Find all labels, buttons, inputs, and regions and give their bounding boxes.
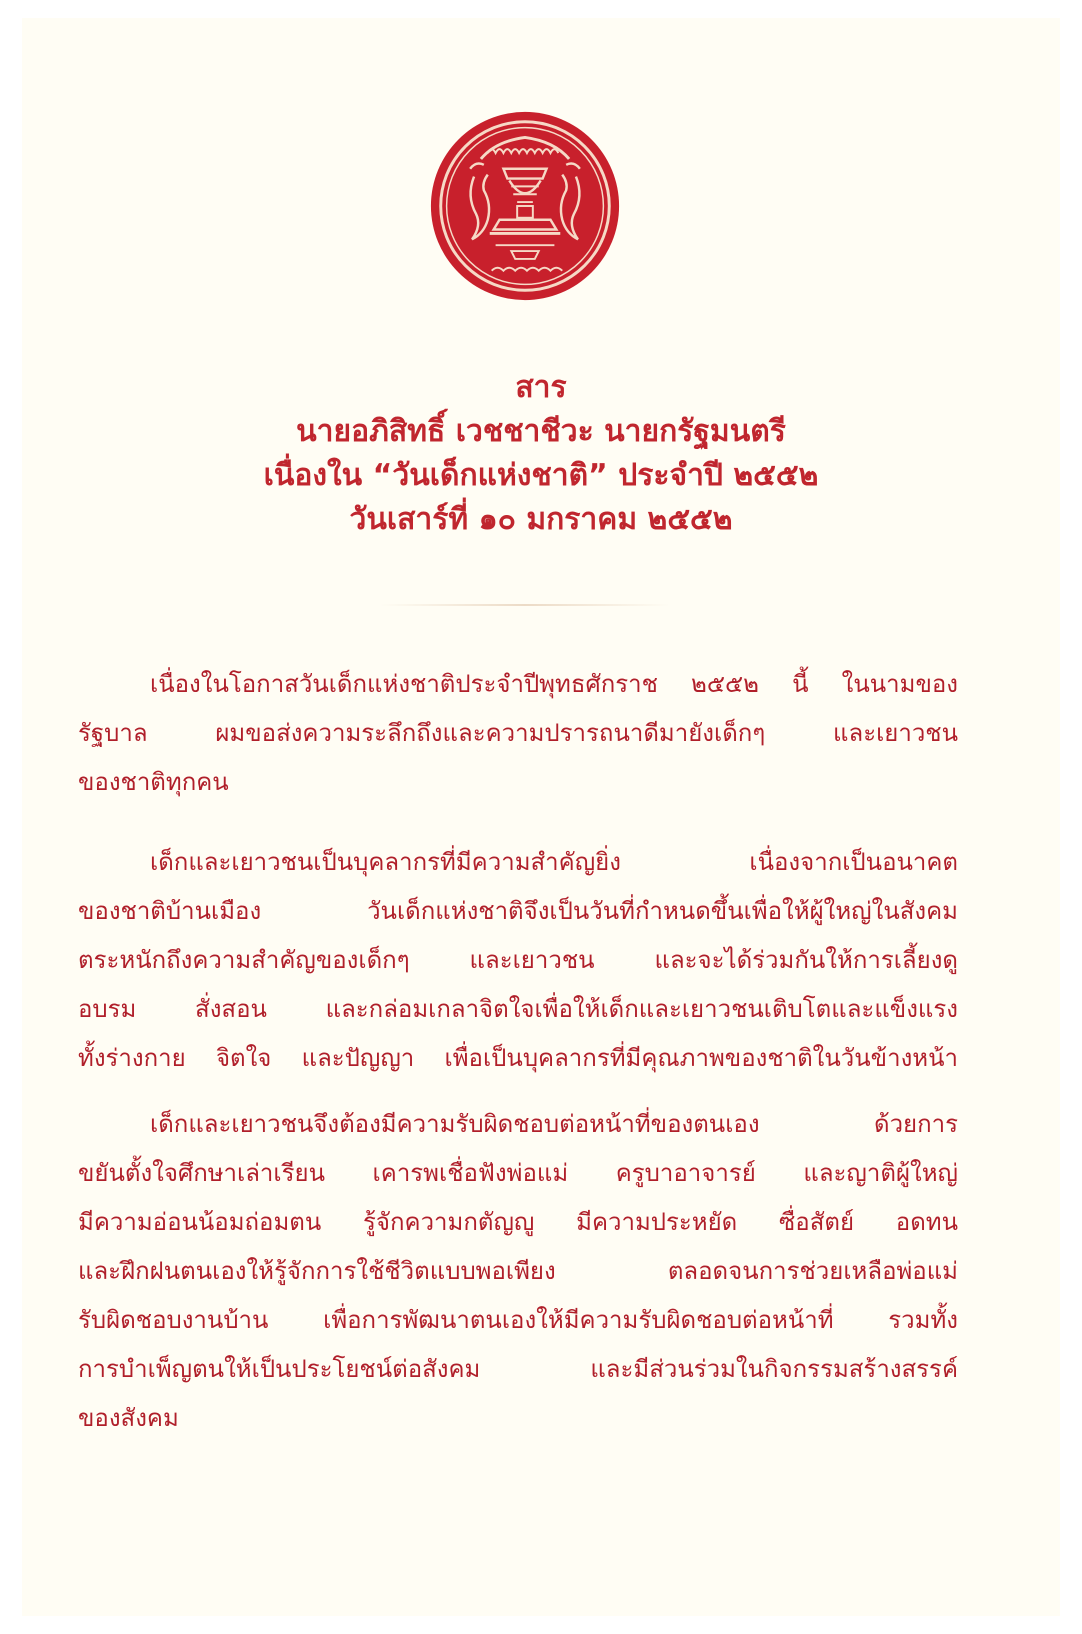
- paragraph-line: ตระหนักถึงความสำคัญของเด็กๆ และเยาวชน และจะได้ร่วมกันให้การเลี้ยงดู: [78, 946, 958, 974]
- paragraph-1: [78, 660, 958, 807]
- divider: [380, 604, 670, 606]
- paragraph-line: เด็กและเยาวชนจึงต้องมีความรับผิดชอบต่อหน้าที่ของตนเอง ด้วยการ: [150, 1110, 958, 1138]
- heading-occasion: เนื่องใน “วันเด็กแห่งชาติ” ประจำปี ๒๕๕๒: [263, 458, 819, 493]
- heading-date: วันเสาร์ที่ ๑๐ มกราคม ๒๕๕๒: [349, 502, 733, 537]
- government-seal-icon: [427, 108, 623, 304]
- paragraph-line: ทั้งร่างกาย จิตใจ และปัญญา เพื่อเป็นบุคลากรที่มีคุณภาพของชาติในวันข้างหน้า: [78, 1044, 958, 1072]
- paragraph-line: การบำเพ็ญตนให้เป็นประโยชน์ต่อสังคม และมีส่วนร่วมในกิจกรรมสร้างสรรค์: [78, 1355, 958, 1383]
- paragraph-line: ของชาติบ้านเมือง วันเด็กแห่งชาติจึงเป็นวันที่กำหนดขึ้นเพื่อให้ผู้ใหญ่ในสังคม: [78, 897, 958, 925]
- paragraph-2: [78, 838, 958, 1083]
- paragraph-line: ของชาติทุกคน: [78, 768, 229, 796]
- paragraph-line: มีความอ่อนน้อมถ่อมตน รู้จักความกตัญญู มีความประหยัด ซื่อสัตย์ อดทน: [78, 1208, 958, 1236]
- paragraph-line: ขยันตั้งใจศึกษาเล่าเรียน เคารพเชื่อฟังพ่อแม่ ครูบาอาจารย์ และญาติผู้ใหญ่: [78, 1159, 958, 1187]
- paragraph-3: [78, 1100, 958, 1443]
- paragraph-line: เนื่องในโอกาสวันเด็กแห่งชาติประจำปีพุทธศักราช ๒๕๕๒ นี้ ในนามของ: [150, 670, 958, 698]
- message-heading: [0, 366, 1082, 542]
- paragraph-line: เด็กและเยาวชนเป็นบุคลากรที่มีความสำคัญยิ่ง เนื่องจากเป็นอนาคต: [150, 848, 958, 876]
- paragraph-line: ของสังคม: [78, 1404, 179, 1432]
- paragraph-line: รับผิดชอบงานบ้าน เพื่อการพัฒนาตนเองให้มีความรับผิดชอบต่อหน้าที่ รวมทั้ง: [78, 1306, 958, 1334]
- heading-title: สาร: [515, 370, 567, 405]
- paragraph-line: และฝึกฝนตนเองให้รู้จักการใช้ชีวิตแบบพอเพียง ตลอดจนการช่วยเหลือพ่อแม่: [78, 1257, 958, 1285]
- paragraph-line: อบรม สั่งสอน และกล่อมเกลาจิตใจเพื่อให้เด็กและเยาวชนเติบโตและแข็งแรง: [78, 995, 958, 1023]
- paragraph-line: รัฐบาล ผมขอส่งความระลึกถึงและความปรารถนาดีมายังเด็กๆ และเยาวชน: [78, 719, 958, 747]
- heading-author: นายอภิสิทธิ์ เวชชาชีวะ นายกรัฐมนตรี: [296, 414, 786, 449]
